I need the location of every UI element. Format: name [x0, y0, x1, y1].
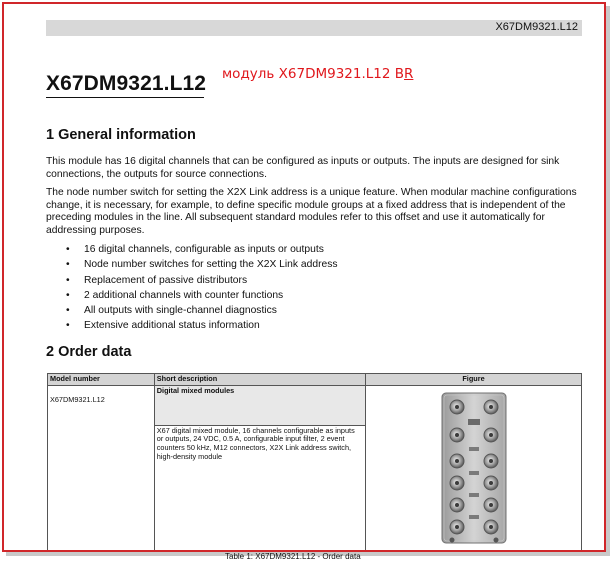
module-image: [368, 387, 578, 547]
list-item: • Node number switches for setting the X2X Link address: [66, 259, 338, 271]
paragraph-intro: This module has 16 digital channels that can be configured as inputs or outputs. The inputs are designed for sink connections, the outputs for source connections.: [46, 156, 560, 180]
paragraph-node-switch: The node number switch for setting the X2X Link address is a unique feature. When modular machine configurations change, it is necessary, for example, to define specific module groups at a fixed address that is independent of the preceding modules in the line. All subsequent standard modules refer to this offset and use it automatically for addressing purposes.: [46, 187, 577, 236]
cell-group-label: Digital mixed modules: [154, 385, 365, 425]
order-data-table: [47, 373, 582, 552]
page-title: X67DM9321.L12: [46, 72, 207, 95]
section-heading-order: 2 Order data: [46, 344, 132, 360]
column-header-model: Model number: [48, 374, 155, 386]
annotation-prefix: модуль X67DM9321.L12 B: [222, 66, 405, 82]
list-item: • 2 additional channels with counter functions: [66, 289, 284, 301]
handwritten-annotation: [222, 66, 413, 82]
column-header-description: Short description: [154, 374, 365, 386]
cell-model-number: X67DM9321.L12: [48, 385, 155, 552]
cell-figure: [365, 385, 581, 552]
list-item: • Extensive additional status information: [66, 320, 260, 332]
table-row: [48, 385, 582, 425]
list-item: • 16 digital channels, configurable as inputs or outputs: [66, 244, 324, 255]
annotation-underlined: R: [404, 66, 414, 82]
column-header-figure: Figure: [365, 374, 581, 386]
cell-description: X67 digital mixed module, 16 channels configurable as inputs or outputs, 24 VDC, 0.5 A, configurable input filter, 2 event counters 50 kHz, M12 connectors, X2X Link address switch, high-density module: [154, 425, 365, 552]
title-underline: [46, 97, 204, 98]
page-shadow-right: [606, 6, 610, 554]
feature-list: [66, 242, 338, 334]
section-heading-general: 1 General information: [46, 127, 196, 143]
list-item: • All outputs with single-channel diagnostics: [66, 305, 277, 317]
document-page: [2, 2, 606, 552]
table-caption: Table 1: X67DM9321.L12 - Order data: [225, 552, 361, 561]
table-header-row: [48, 374, 582, 386]
list-item: • Replacement of passive distributors: [66, 274, 248, 286]
header-doc-code: X67DM9321.L12: [495, 21, 578, 33]
header-bar: [46, 20, 582, 36]
